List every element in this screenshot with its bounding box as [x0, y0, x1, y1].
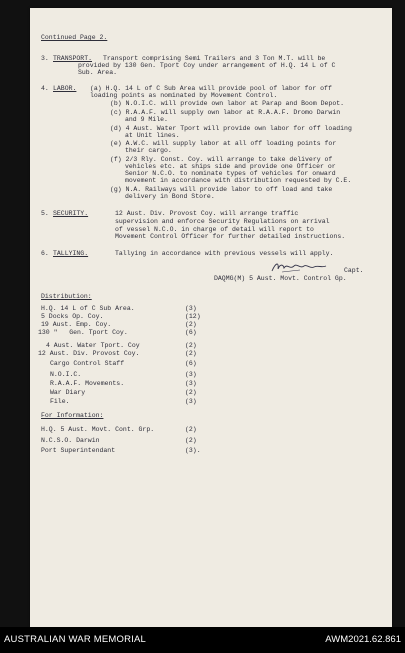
text-line: Transport comprising Semi Trailers and 3 Ton M.T. will be [103, 55, 326, 62]
text-line: Sub. Area. [78, 69, 118, 76]
distribution-item: 19 Aust. Emp. Coy. [41, 321, 112, 328]
text-line: loading points as nominated by Movement Control. [90, 92, 278, 99]
footer-accession-number: AWM2021.62.861 [325, 634, 401, 645]
distribution-heading: Distribution: [41, 293, 92, 300]
distribution-item: N.O.I.C. [50, 371, 82, 378]
distribution-qty: (12) [185, 313, 201, 320]
text-line: vehicles etc. at ships side and provide one Officer or [125, 163, 336, 170]
information-heading: For Information: [41, 412, 104, 419]
distribution-item: H.Q. 14 L of C Sub Area. [41, 305, 135, 312]
information-qty: (3). [185, 447, 201, 454]
text-line: (f) 2/3 Rly. Const. Coy. will arrange to take delivery of [110, 156, 333, 163]
text-line: and 9 Mile. [125, 116, 168, 123]
text-line: delivery in Bond Store. [125, 193, 215, 200]
footer-bar [0, 627, 405, 653]
signature-title: DAQMG(M) 5 Aust. Movt. Control Gp. [214, 275, 347, 282]
section-number: 4. [41, 85, 49, 92]
section-heading-tallying: TALLYING. [53, 250, 89, 257]
text-line: movement in accordance with distribution requested by C.E. [125, 177, 352, 184]
distribution-qty: (3) [185, 371, 197, 378]
distribution-qty: (3) [185, 398, 197, 405]
distribution-item: 4 Aust. Water Tport. Coy [46, 342, 140, 349]
distribution-item: R.A.A.F. Movements. [50, 380, 125, 387]
section-number: 3. [41, 55, 49, 62]
distribution-qty: (2) [185, 389, 197, 396]
section-heading-labor: LABOR. [53, 85, 77, 92]
distribution-qty: (2) [185, 321, 197, 328]
information-qty: (2) [185, 437, 197, 444]
signature-rank: Capt. [344, 267, 364, 274]
distribution-item: Cargo Control Staff [50, 360, 125, 367]
information-item: Port Superintendant [41, 447, 116, 454]
text-line: Tallying in accordance with previous vessels will apply. [115, 250, 334, 257]
text-line: Senior N.C.O. to nominate types of vehicles for onward [125, 170, 336, 177]
text-line: of vessel N.C.O. in charge of detail will report to [115, 226, 314, 233]
text-line: their cargo. [125, 147, 172, 154]
information-item: N.C.S.O. Darwin [41, 437, 100, 444]
section-number: 5. [41, 210, 49, 217]
information-qty: (2) [185, 426, 197, 433]
section-number: 6. [41, 250, 49, 257]
text-line: (a) H.Q. 14 L of C Sub Area will provide pool of labor for off [90, 85, 332, 92]
distribution-qty: (2) [185, 342, 197, 349]
text-line: Movement Control Officer for further detailed instructions. [115, 233, 346, 240]
text-line: at Unit lines. [125, 132, 180, 139]
text-line: (d) 4 Aust. Water Tport will provide own labor for off loading [110, 125, 352, 132]
text-line: provided by 130 Gen. Tport Coy under arrangement of H.Q. 14 L of C [78, 62, 336, 69]
text-line: (e) A.W.C. will supply labor at all off loading points for [110, 140, 337, 147]
distribution-item: 130 " Gen. Tport Coy. [38, 329, 128, 336]
distribution-qty: (6) [185, 329, 197, 336]
distribution-item: War Diary [50, 389, 86, 396]
information-item: H.Q. 5 Aust. Movt. Cont. Grp. [41, 426, 155, 433]
text-line: (c) R.A.A.F. will supply own labor at R.A.A.F. Dromo Darwin [110, 109, 341, 116]
distribution-qty: (6) [185, 360, 197, 367]
section-heading-security: SECURITY. [53, 210, 89, 217]
text-line: (b) N.O.I.C. will provide own labor at Parap and Boom Depot. [110, 100, 345, 107]
page-header: Continued Page 2. [41, 34, 108, 41]
distribution-qty: (3) [185, 380, 197, 387]
document-page [30, 8, 392, 627]
distribution-item: 5 Docks Op. Coy. [41, 313, 104, 320]
text-line: supervision and enforce Security Regulations on arrival [115, 218, 330, 225]
text-line: (g) N.A. Railways will provide labor to off load and take [110, 186, 333, 193]
distribution-qty: (2) [185, 350, 197, 357]
section-heading-transport: TRANSPORT. [53, 55, 93, 62]
distribution-item: File. [50, 398, 70, 405]
handwritten-signature [270, 260, 330, 274]
text-line: 12 Aust. Div. Provost Coy. will arrange traffic [115, 210, 299, 217]
footer-institution: AUSTRALIAN WAR MEMORIAL [4, 634, 147, 645]
distribution-item: 12 Aust. Div. Provost Coy. [38, 350, 140, 357]
distribution-qty: (3) [185, 305, 197, 312]
